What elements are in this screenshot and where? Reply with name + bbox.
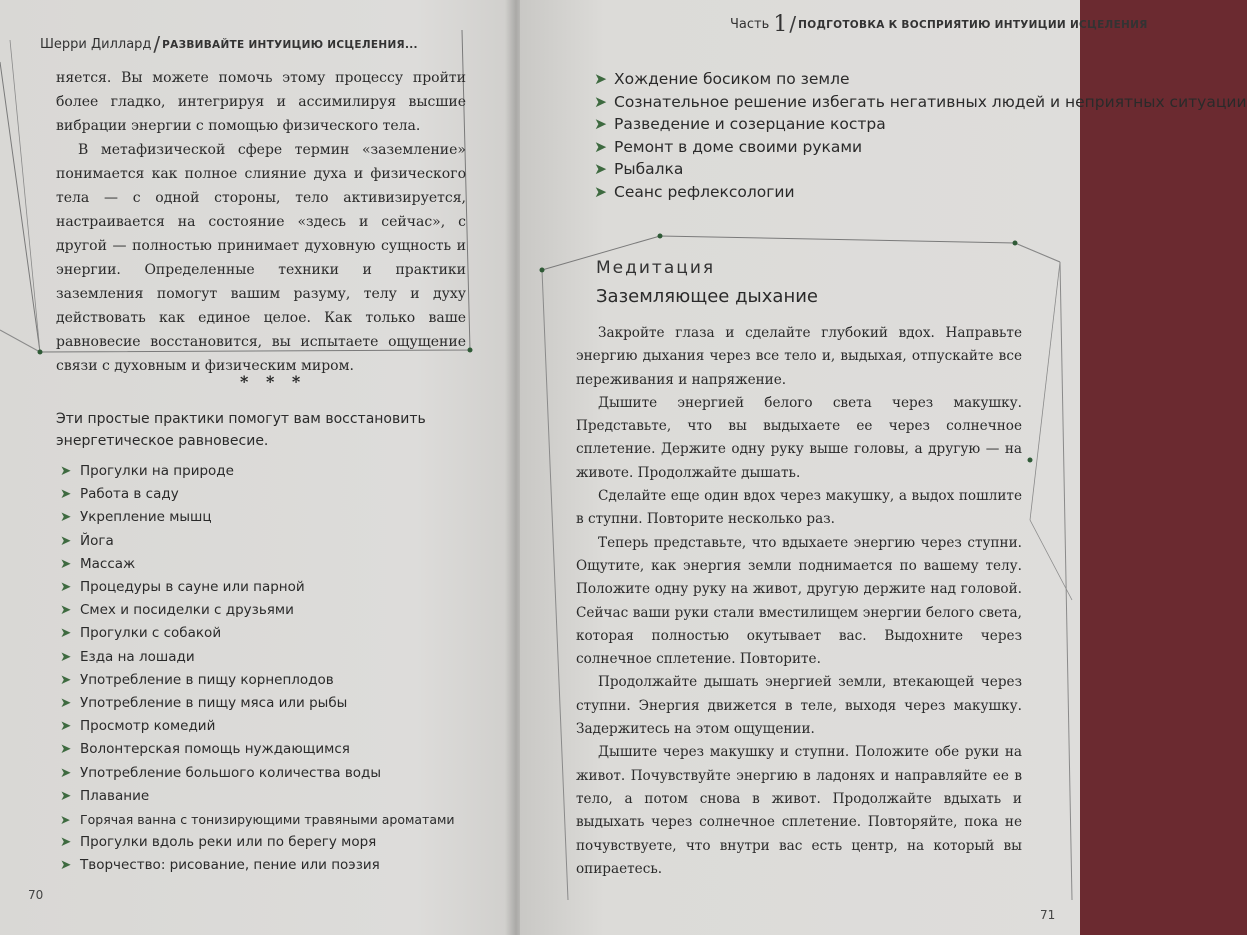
practices-list-right bbox=[592, 68, 1247, 203]
bullet-arrow-icon: ➤ bbox=[60, 625, 72, 642]
paragraph: Продолжайте дышать энергией земли, втекающей через ступни. Энергия движется в теле, выходя через макушку. Задержитесь на этом ощущении. bbox=[576, 674, 1022, 738]
list-item: ➤ Ремонт в доме своими руками bbox=[592, 136, 1074, 159]
list-item: ➤ Работа в саду bbox=[58, 483, 455, 506]
bullet-arrow-icon: ➤ bbox=[60, 834, 72, 851]
page-number-right: 71 bbox=[1040, 908, 1056, 922]
list-item: ➤ Прогулки вдоль реки или по берегу моря bbox=[58, 831, 455, 854]
bullet-arrow-icon: ➤ bbox=[60, 695, 72, 712]
list-item: ➤ Употребление в пищу корнеплодов bbox=[58, 669, 455, 692]
list-item: ➤ Просмотр комедий bbox=[58, 715, 455, 738]
bullet-arrow-icon: ➤ bbox=[60, 812, 71, 828]
bullet-arrow-icon: ➤ bbox=[60, 718, 72, 735]
list-item: ➤ Разведение и созерцание костра bbox=[592, 113, 1074, 136]
running-part: Часть bbox=[730, 17, 770, 32]
paragraph: Дышите энергией белого света через макушку. Представьте, что вы выдыхаете ее через солнечное сплетение. Держите одну руку выше головы, а другую — на животе. Продолжайте дышать. bbox=[576, 394, 1022, 481]
running-author: Шерри Диллард bbox=[40, 37, 152, 52]
list-item: ➤ Творчество: рисование, пение или поэзия bbox=[58, 854, 455, 877]
list-item: ➤ Прогулки с собакой bbox=[58, 622, 455, 645]
bullet-arrow-icon: ➤ bbox=[594, 182, 607, 201]
bullet-arrow-icon: ➤ bbox=[60, 648, 72, 665]
running-part-number: 1 bbox=[773, 12, 788, 37]
list-item: ➤ Сеанс рефлексологии bbox=[592, 181, 1074, 204]
running-header-left bbox=[40, 32, 418, 56]
left-page bbox=[0, 0, 520, 935]
list-item: ➤ Процедуры в сауне или парной bbox=[58, 576, 455, 599]
list-item: ➤ Смех и посиделки с друзьями bbox=[58, 599, 455, 622]
bullet-arrow-icon: ➤ bbox=[60, 602, 72, 619]
running-book-title: РАЗВИВАЙТЕ ИНТУИЦИЮ ИСЦЕЛЕНИЯ... bbox=[162, 39, 418, 51]
bullet-arrow-icon: ➤ bbox=[60, 509, 72, 526]
bullet-arrow-icon: ➤ bbox=[60, 787, 72, 804]
header-slash: / bbox=[789, 12, 797, 36]
list-item: ➤ Рыбалка bbox=[592, 158, 1074, 181]
left-body-text bbox=[56, 66, 466, 378]
bullet-arrow-icon: ➤ bbox=[594, 160, 607, 178]
bullet-arrow-icon: ➤ bbox=[60, 764, 72, 781]
bullet-arrow-icon: ➤ bbox=[594, 137, 607, 156]
paragraph: Теперь представьте, что вдыхаете энергию через ступни. Ощутите, как энергия земли поднимается по вашему телу. Положите одну руку на живот, другую держите над головой. Сейчас ваши руки стали вместилищем энергии белого света, которая полностью окутывает вас. Выдохните через солнечное сплетение. Повторите. bbox=[576, 534, 1022, 668]
running-header-right bbox=[730, 12, 1148, 37]
bullet-arrow-icon: ➤ bbox=[60, 579, 72, 596]
practices-list-left bbox=[58, 460, 455, 878]
bullet-arrow-icon: ➤ bbox=[60, 555, 72, 572]
list-item: ➤ Прогулки на природе bbox=[58, 460, 455, 483]
practices-intro: Эти простые практики помогут вам восстановить энергетическое равновесие. bbox=[56, 411, 426, 449]
bullet-arrow-icon: ➤ bbox=[594, 115, 607, 133]
paragraph: Сделайте еще один вдох через макушку, а выдох пошлите в ступни. Повторите несколько раз. bbox=[576, 488, 1022, 528]
paragraph: Дышите через макушку и ступни. Положите обе руки на живот. Почувствуйте энергию в ладонях и направляйте ее в тело, а потом снова в живот. Продолжайте вдыхать и выдыхать через солнечное сплетение. Повторяйте, пока не почувствуете, что внутри вас есть центр, на который вы опираетесь. bbox=[576, 744, 1022, 877]
bullet-arrow-icon: ➤ bbox=[594, 92, 607, 111]
list-item: ➤ Горячая ванна с тонизирующими травяными ароматами bbox=[58, 808, 455, 831]
list-item: ➤ Употребление большого количества воды bbox=[58, 762, 455, 785]
list-item: ➤ Хождение босиком по земле bbox=[592, 68, 1074, 91]
list-item: ➤ Укрепление мышц bbox=[58, 506, 455, 529]
meditation-title: Заземляющее дыхание bbox=[596, 286, 818, 307]
bullet-arrow-icon: ➤ bbox=[60, 671, 72, 688]
list-item: ➤ Плавание bbox=[58, 785, 455, 808]
right-page bbox=[520, 0, 1247, 935]
bullet-arrow-icon: ➤ bbox=[594, 70, 607, 88]
paragraph: няется. Вы можете помочь этому процессу пройти более гладко, интегрируя и ассимилируя высшие вибрации энергии с помощью физического тела. bbox=[56, 70, 466, 134]
paragraph: Закройте глаза и сделайте глубокий вдох. Направьте энергию дыхания через все тело и, выдыхая, отпускайте все переживания и напряжение. bbox=[576, 325, 1022, 388]
bullet-arrow-icon: ➤ bbox=[60, 463, 72, 479]
meditation-body-text bbox=[576, 322, 1022, 881]
bullet-arrow-icon: ➤ bbox=[60, 486, 72, 503]
list-item: ➤ Волонтерская помощь нуждающимся bbox=[58, 738, 455, 761]
list-item: ➤ Массаж bbox=[58, 553, 455, 576]
header-slash: / bbox=[153, 32, 161, 56]
paragraph: В метафизической сфере термин «заземление» понимается как полное слияние духа и физического тела — с одной стороны, тело активизируется, настраивается на состояние «здесь и сейчас», с другой — полностью принимает духовную сущность и энергии. Определенные техники и практики заземления помогут вашим разуму, телу и духу действовать как единое целое. Как только ваше равновесие восстановится, вы испытаете ощущение связи с духовным и физическим миром. bbox=[56, 142, 466, 374]
bullet-arrow-icon: ➤ bbox=[60, 857, 72, 874]
bullet-arrow-icon: ➤ bbox=[60, 532, 72, 549]
bullet-arrow-icon: ➤ bbox=[60, 741, 72, 758]
running-chapter-title: ПОДГОТОВКА К ВОСПРИЯТИЮ ИНТУИЦИИ ИСЦЕЛЕНИЯ bbox=[798, 19, 1148, 31]
meditation-kicker: Медитация bbox=[596, 258, 716, 278]
list-item: ➤ Употребление в пищу мяса или рыбы bbox=[58, 692, 455, 715]
list-item: ➤ Сознательное решение избегать негативных людей и неприятных ситуации bbox=[592, 91, 1074, 114]
list-item: ➤ Йога bbox=[58, 530, 455, 553]
page-number-left: 70 bbox=[28, 888, 44, 902]
list-item: ➤ Езда на лошади bbox=[58, 646, 455, 669]
section-separator: * * * bbox=[240, 372, 307, 391]
